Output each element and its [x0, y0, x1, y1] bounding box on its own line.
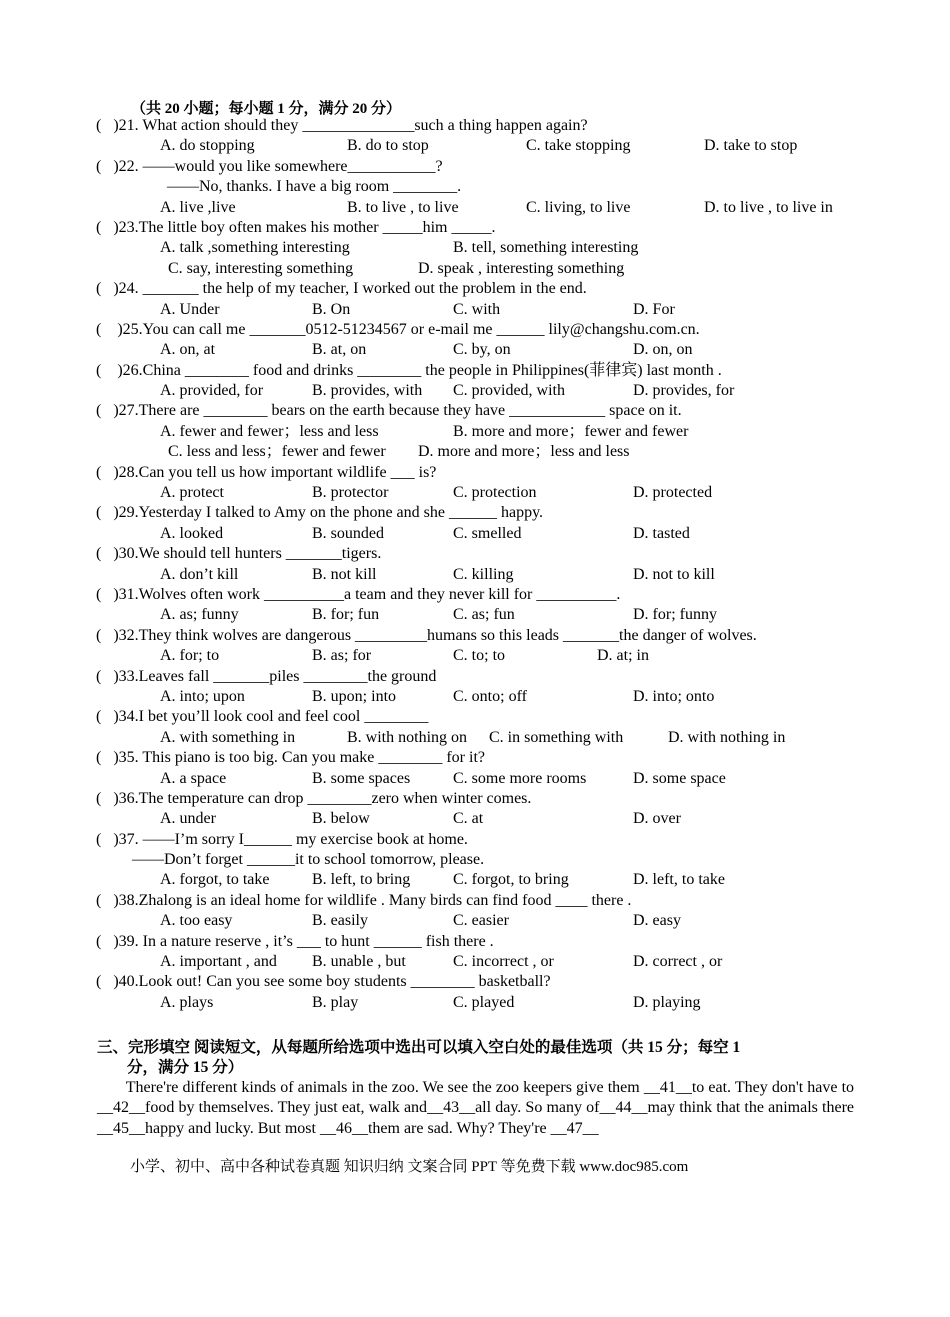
question-stem: ( )32.They think wolves are dangerous _________humans so this leads _______the danger of wolves. — [96, 626, 757, 644]
option-b: B. with nothing on — [347, 728, 468, 746]
option-b: B. sounded — [312, 524, 384, 542]
option-c: C. onto; off — [453, 687, 527, 705]
options-row — [96, 769, 866, 789]
option-a: A. important , and — [160, 953, 277, 971]
question-stem: ( )37. ——I’m sorry I______ my exercise book at home. — [96, 830, 468, 848]
option-c: C. provided, with — [453, 382, 565, 400]
question-stem: ( )21. What action should they ______________such a thing happen again? — [96, 117, 588, 134]
option-c: C. take stopping — [526, 137, 631, 155]
question-stem: ( )28.Can you tell us how important wildlife ___ is? — [96, 463, 437, 481]
option-b: B. more and more；fewer and fewer — [453, 422, 689, 440]
option-c: C. killing — [453, 565, 514, 583]
option-c: C. protection — [453, 484, 537, 502]
option-a: A. with something in — [160, 728, 296, 746]
option-a: A. talk ,something interesting — [160, 239, 350, 257]
option-d: D. not to kill — [633, 565, 715, 583]
option-b: B. provides, with — [312, 382, 423, 400]
options-row — [96, 300, 866, 320]
question-stem: ( )30.We should tell hunters _______tigers. — [96, 545, 382, 563]
option-c: C. some more rooms — [453, 769, 587, 787]
question-stem: ( )24. _______ the help of my teacher, I worked out the problem in the end. — [96, 280, 587, 298]
option-c: C. incorrect , or — [453, 953, 554, 971]
cloze-blank: __42__ — [97, 1099, 145, 1117]
option-a: A. a space — [160, 769, 227, 787]
question-follow-line: ——Don’t forget ______it to school tomorrow, please. — [132, 851, 485, 869]
question-list — [96, 116, 866, 1013]
options-row — [96, 442, 866, 462]
option-c: C. at — [453, 810, 484, 828]
option-c: C. with — [453, 300, 501, 318]
options-row — [96, 136, 866, 156]
option-a: A. into; upon — [160, 687, 245, 705]
options-row — [96, 646, 866, 666]
cloze-blank: __45__ — [97, 1119, 145, 1137]
question-stem: ( )22. ——would you like somewhere___________? — [96, 157, 443, 175]
question-stem: ( )33.Leaves fall _______piles ________the ground — [96, 667, 437, 685]
option-d: D. over — [633, 810, 681, 828]
options-row — [96, 198, 866, 218]
option-b: B. play — [312, 993, 359, 1011]
option-b: B. some spaces — [312, 769, 411, 787]
option-c: C. as; fun — [453, 606, 515, 624]
options-row — [96, 259, 866, 279]
options-row — [96, 993, 866, 1013]
question-stem: ( )27.There are ________ bears on the earth because they have ____________ space on it. — [96, 402, 682, 420]
option-c: C. forgot, to bring — [453, 871, 569, 889]
option-a: A. live ,live — [160, 198, 236, 216]
options-row — [96, 238, 866, 258]
option-b: B. as; for — [312, 647, 372, 665]
options-row — [96, 605, 866, 625]
cloze-blank: __47__ — [550, 1119, 599, 1137]
option-b: B. below — [312, 810, 370, 828]
option-c: C. in something with — [489, 728, 624, 746]
option-a: A. on, at — [160, 341, 216, 359]
option-a: A. for; to — [160, 647, 220, 665]
question-stem: ( )25.You can call me _______0512-51234567 or e-mail me ______ lily@changshu.com.cn. — [96, 320, 700, 338]
option-d: D. with nothing in — [668, 728, 786, 746]
options-row — [96, 483, 866, 503]
option-b: B. do to stop — [347, 137, 429, 155]
question-stem: ( )34.I bet you’ll look cool and feel cool ________ — [96, 708, 429, 726]
option-d: D. to live , to live in — [704, 198, 833, 216]
option-d: D. some space — [633, 769, 726, 787]
option-b: B. left, to bring — [312, 871, 411, 889]
option-d: D. tasted — [633, 524, 690, 542]
option-b: B. for; fun — [312, 606, 380, 624]
option-b: B. at, on — [312, 341, 367, 359]
options-row — [96, 687, 866, 707]
cloze-blank: __43__ — [427, 1099, 476, 1117]
options-row — [96, 809, 866, 829]
question-stem: ( )39. In a nature reserve , it’s ___ to hunt ______ fish there . — [96, 932, 494, 950]
options-row — [96, 565, 866, 585]
option-d: D. take to stop — [704, 137, 798, 155]
option-a: A. provided, for — [160, 382, 264, 400]
options-row — [96, 381, 866, 401]
option-d: D. left, to take — [633, 871, 725, 889]
cloze-passage — [97, 1078, 854, 1139]
option-a: A. too easy — [160, 912, 233, 930]
option-a: A. plays — [160, 993, 214, 1011]
option-d: D. on, on — [633, 341, 693, 359]
passage-text: them are sad. Why? They're — [367, 1119, 551, 1137]
option-c: C. by, on — [453, 341, 511, 359]
passage-text: may think that the animals there — [647, 1099, 855, 1117]
option-b: B. tell, something interesting — [453, 239, 639, 257]
question-stem: ( )40.Look out! Can you see some boy students ________ basketball? — [96, 973, 551, 991]
passage-text: There're different kinds of animals in the zoo. We see the zoo keepers give them — [125, 1079, 644, 1096]
question-stem: ( )38.Zhalong is an ideal home for wildlife . Many birds can find food ____ there . — [96, 891, 632, 909]
question-stem: ( )23.The little boy often makes his mother _____him _____. — [96, 218, 496, 236]
options-row — [96, 524, 866, 544]
option-d: D. provides, for — [633, 382, 735, 400]
option-b: B. to live , to live — [347, 198, 459, 216]
option-b: B. easily — [312, 912, 368, 930]
passage-text: happy and lucky. But most — [145, 1119, 320, 1137]
option-a: C. say, interesting something — [168, 259, 354, 277]
cloze-blank: __41__ — [643, 1079, 692, 1096]
cloze-blank: __44__ — [599, 1099, 648, 1117]
option-d: D. at; in — [597, 647, 649, 665]
option-a: A. do stopping — [160, 137, 255, 155]
option-b: D. more and more；less and less — [418, 443, 630, 461]
option-b: B. not kill — [312, 565, 377, 583]
options-row — [96, 911, 866, 931]
question-stem: ( )35. This piano is too big. Can you make ________ for it? — [96, 749, 485, 767]
options-row — [96, 340, 866, 360]
section-3-heading — [97, 1038, 857, 1078]
option-d: D. correct , or — [633, 953, 723, 971]
passage-text: food by themselves. They just eat, walk and — [145, 1099, 428, 1117]
option-c: C. played — [453, 993, 515, 1011]
option-c: C. easier — [453, 912, 509, 930]
cloze-blank: __46__ — [319, 1119, 368, 1137]
page-footer: 小学、初中、高中各种试卷真题 知识归纳 文案合同 PPT 等免费下载 www.doc985.com — [130, 1159, 689, 1175]
option-b: B. upon; into — [312, 687, 397, 705]
question-stem: ( )26.China ________ food and drinks ________ the people in Philippines(菲律宾) last month . — [96, 361, 722, 379]
option-a: A. forgot, to take — [160, 871, 270, 889]
section-3-instruction-cont: 分，满分 15 分） — [127, 1059, 244, 1076]
option-d: D. protected — [633, 484, 713, 502]
options-row — [96, 422, 866, 442]
options-row — [96, 952, 866, 972]
question-stem: ( )31.Wolves often work __________a team and they never kill for __________. — [96, 585, 621, 603]
option-d: D. into; onto — [633, 687, 715, 705]
option-a: A. don’t kill — [160, 565, 239, 583]
passage-text: all day. So many of — [475, 1099, 600, 1117]
option-a: A. protect — [160, 484, 224, 502]
option-a: A. fewer and fewer；less and less — [160, 422, 379, 440]
question-stem: ( )36.The temperature can drop ________zero when winter comes. — [96, 789, 532, 807]
option-b: B. protector — [312, 484, 389, 502]
options-row — [96, 728, 866, 748]
option-c: C. living, to live — [526, 198, 631, 216]
option-d: D. easy — [633, 912, 681, 930]
section-3-instruction: 阅读短文，从每题所给选项中选出可以填入空白处的最佳选项（共 15 分；每空 1 — [190, 1039, 741, 1056]
section-3-title: 三、完形填空 — [97, 1039, 191, 1056]
option-d: D. for; funny — [633, 606, 717, 624]
section-note: （共 20 小题；每小题 1 分，满分 20 分） — [131, 101, 402, 117]
option-c: C. smelled — [453, 524, 522, 542]
option-b: B. unable , but — [312, 953, 406, 971]
option-a: A. looked — [160, 524, 224, 542]
option-a: A. under — [160, 810, 216, 828]
question-stem: ( )29.Yesterday I talked to Amy on the phone and she ______ happy. — [96, 504, 544, 522]
question-follow-line: ——No, thanks. I have a big room ________. — [167, 178, 462, 196]
option-b: D. speak , interesting something — [418, 259, 625, 277]
option-d: D. For — [633, 300, 675, 318]
passage-text: to eat. They don't have to — [691, 1079, 855, 1096]
option-a: A. as; funny — [160, 606, 239, 624]
option-a: C. less and less；fewer and fewer — [168, 443, 386, 461]
option-a: A. Under — [160, 300, 220, 318]
options-row — [96, 870, 866, 890]
option-b: B. On — [312, 300, 351, 318]
option-c: C. to; to — [453, 647, 506, 665]
option-d: D. playing — [633, 993, 701, 1011]
